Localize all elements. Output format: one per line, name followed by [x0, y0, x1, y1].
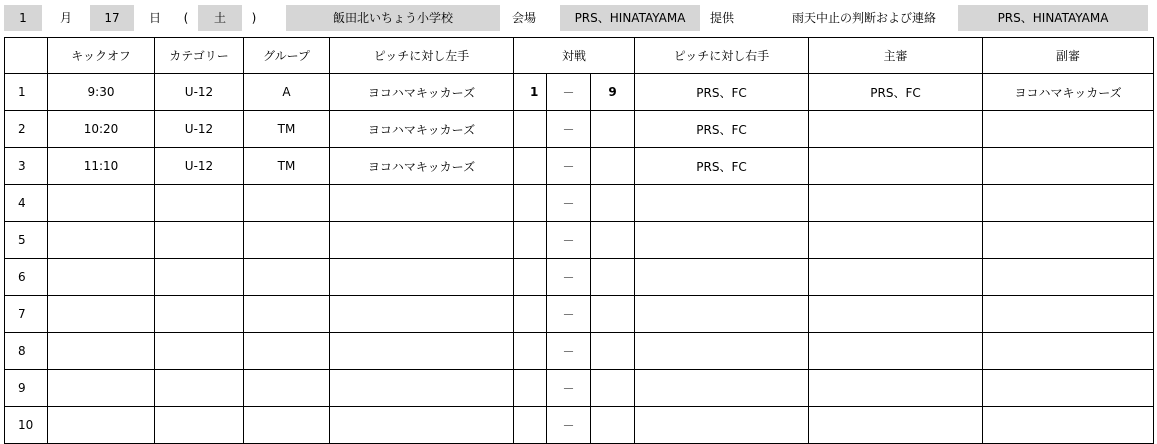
assistant-referee-cell[interactable]: ヨコハマキッカーズ	[983, 74, 1154, 111]
kickoff-cell[interactable]	[48, 370, 155, 407]
right-team-cell[interactable]	[635, 185, 809, 222]
group-cell[interactable]	[244, 296, 330, 333]
day-label: 日	[148, 11, 161, 25]
group-cell[interactable]	[244, 370, 330, 407]
versus-cell: －	[547, 148, 591, 185]
row-number-cell: 8	[5, 333, 48, 370]
table-row	[5, 111, 1154, 148]
left-team-cell[interactable]	[330, 407, 514, 444]
home-score-cell[interactable]: 1	[514, 74, 547, 111]
left-team-cell[interactable]	[330, 259, 514, 296]
kickoff-cell[interactable]	[48, 222, 155, 259]
schedule-header	[0, 0, 1157, 36]
assistant-referee-cell[interactable]	[983, 370, 1154, 407]
versus-cell: －	[547, 185, 591, 222]
group-cell[interactable]	[244, 222, 330, 259]
kickoff-cell[interactable]: 10:20	[48, 111, 155, 148]
away-score-cell[interactable]	[591, 296, 635, 333]
col-header-referee: 主審	[809, 38, 983, 74]
left-team-cell[interactable]	[330, 370, 514, 407]
away-score-cell[interactable]	[591, 148, 635, 185]
kickoff-cell[interactable]	[48, 333, 155, 370]
home-score-cell[interactable]	[514, 148, 547, 185]
assistant-referee-cell[interactable]	[983, 259, 1154, 296]
referee-cell[interactable]	[809, 370, 983, 407]
weekday-cell[interactable]: 土	[198, 5, 242, 31]
weekday-paren-close: )	[251, 11, 257, 25]
kickoff-cell[interactable]: 11:10	[48, 148, 155, 185]
referee-cell[interactable]	[809, 333, 983, 370]
rain-label: 雨天中止の判断および連絡	[791, 11, 936, 25]
assistant-referee-cell[interactable]	[983, 148, 1154, 185]
row-number-cell: 10	[5, 407, 48, 444]
right-team-cell[interactable]	[635, 333, 809, 370]
row-number-cell: 3	[5, 148, 48, 185]
assistant-referee-cell[interactable]	[983, 222, 1154, 259]
right-team-cell[interactable]	[635, 296, 809, 333]
versus-cell: －	[547, 259, 591, 296]
month-label: 月	[59, 11, 72, 25]
row-number-cell: 5	[5, 222, 48, 259]
category-cell[interactable]	[155, 296, 244, 333]
rain-contact-cell[interactable]: PRS、HINATAYAMA	[958, 5, 1148, 31]
versus-cell: －	[547, 222, 591, 259]
category-cell[interactable]	[155, 185, 244, 222]
versus-cell: －	[547, 407, 591, 444]
group-cell[interactable]	[244, 333, 330, 370]
day-cell[interactable]: 17	[90, 5, 134, 31]
away-score-cell[interactable]	[591, 407, 635, 444]
category-cell[interactable]	[155, 370, 244, 407]
referee-cell[interactable]	[809, 148, 983, 185]
group-cell[interactable]	[244, 185, 330, 222]
row-number-cell: 4	[5, 185, 48, 222]
col-header-right-team: ピッチに対し右手	[635, 38, 809, 74]
category-cell[interactable]: U-12	[155, 74, 244, 111]
left-team-cell[interactable]	[330, 296, 514, 333]
assistant-referee-cell[interactable]	[983, 296, 1154, 333]
home-score-cell[interactable]	[514, 296, 547, 333]
referee-cell[interactable]	[809, 259, 983, 296]
provider-label: 提供	[709, 11, 734, 25]
col-header-kickoff: キックオフ	[48, 38, 155, 74]
month-cell[interactable]: 1	[4, 5, 42, 31]
venue-label: 会場	[511, 11, 536, 25]
col-header-category: カテゴリー	[155, 38, 244, 74]
row-number-cell: 9	[5, 370, 48, 407]
table-header-row	[5, 38, 1154, 74]
category-cell[interactable]	[155, 259, 244, 296]
col-header-match: 対戦	[514, 38, 635, 74]
left-team-cell[interactable]	[330, 333, 514, 370]
col-header-assistant: 副審	[983, 38, 1154, 74]
col-header-group: グループ	[244, 38, 330, 74]
right-team-cell[interactable]	[635, 222, 809, 259]
home-score-cell[interactable]	[514, 407, 547, 444]
home-score-cell[interactable]	[514, 370, 547, 407]
away-score-cell[interactable]	[591, 185, 635, 222]
row-number-cell: 1	[5, 74, 48, 111]
referee-cell[interactable]: PRS、FC	[809, 74, 983, 111]
home-score-cell[interactable]	[514, 185, 547, 222]
right-team-cell[interactable]: PRS、FC	[635, 111, 809, 148]
provider-cell[interactable]: PRS、HINATAYAMA	[560, 5, 700, 31]
right-team-cell[interactable]	[635, 259, 809, 296]
left-team-cell[interactable]: ヨコハマキッカーズ	[330, 111, 514, 148]
kickoff-cell[interactable]	[48, 407, 155, 444]
category-cell[interactable]	[155, 407, 244, 444]
referee-cell[interactable]	[809, 407, 983, 444]
table-row	[5, 185, 1154, 222]
category-cell[interactable]	[155, 222, 244, 259]
group-cell[interactable]: A	[244, 74, 330, 111]
kickoff-cell[interactable]	[48, 259, 155, 296]
table-row	[5, 333, 1154, 370]
group-cell[interactable]	[244, 407, 330, 444]
row-number-cell: 7	[5, 296, 48, 333]
left-team-cell[interactable]: ヨコハマキッカーズ	[330, 74, 514, 111]
kickoff-cell[interactable]	[48, 296, 155, 333]
table-row	[5, 148, 1154, 185]
table-row	[5, 407, 1154, 444]
group-cell[interactable]	[244, 259, 330, 296]
home-score-cell[interactable]	[514, 333, 547, 370]
category-cell[interactable]: U-12	[155, 111, 244, 148]
away-score-cell[interactable]	[591, 259, 635, 296]
right-team-cell[interactable]	[635, 370, 809, 407]
assistant-referee-cell[interactable]	[983, 333, 1154, 370]
versus-cell: －	[547, 333, 591, 370]
assistant-referee-cell[interactable]	[983, 407, 1154, 444]
table-row	[5, 370, 1154, 407]
right-team-cell[interactable]: PRS、FC	[635, 148, 809, 185]
right-team-cell[interactable]	[635, 407, 809, 444]
versus-cell: －	[547, 111, 591, 148]
left-team-cell[interactable]	[330, 222, 514, 259]
away-score-cell[interactable]	[591, 333, 635, 370]
referee-cell[interactable]	[809, 296, 983, 333]
away-score-cell[interactable]	[591, 111, 635, 148]
versus-cell: －	[547, 296, 591, 333]
table-row	[5, 74, 1154, 111]
right-team-cell[interactable]: PRS、FC	[635, 74, 809, 111]
category-cell[interactable]	[155, 333, 244, 370]
group-cell[interactable]: TM	[244, 111, 330, 148]
assistant-referee-cell[interactable]	[983, 111, 1154, 148]
home-score-cell[interactable]	[514, 222, 547, 259]
versus-cell: －	[547, 74, 591, 111]
home-score-cell[interactable]	[514, 259, 547, 296]
group-cell[interactable]: TM	[244, 148, 330, 185]
match-schedule-table	[4, 37, 1154, 444]
referee-cell[interactable]	[809, 185, 983, 222]
referee-cell[interactable]	[809, 111, 983, 148]
table-row	[5, 222, 1154, 259]
away-score-cell[interactable]: 9	[591, 74, 635, 111]
row-number-cell: 2	[5, 111, 48, 148]
kickoff-cell[interactable]: 9:30	[48, 74, 155, 111]
row-number-cell: 6	[5, 259, 48, 296]
col-header-no	[5, 38, 48, 74]
away-score-cell[interactable]	[591, 370, 635, 407]
left-team-cell[interactable]: ヨコハマキッカーズ	[330, 148, 514, 185]
referee-cell[interactable]	[809, 222, 983, 259]
away-score-cell[interactable]	[591, 222, 635, 259]
assistant-referee-cell[interactable]	[983, 185, 1154, 222]
col-header-left-team: ピッチに対し左手	[330, 38, 514, 74]
kickoff-cell[interactable]	[48, 185, 155, 222]
weekday-paren-open: (	[183, 11, 189, 25]
left-team-cell[interactable]	[330, 185, 514, 222]
table-row	[5, 259, 1154, 296]
category-cell[interactable]: U-12	[155, 148, 244, 185]
venue-cell[interactable]: 飯田北いちょう小学校	[286, 5, 500, 31]
home-score-cell[interactable]	[514, 111, 547, 148]
versus-cell: －	[547, 370, 591, 407]
table-row	[5, 296, 1154, 333]
